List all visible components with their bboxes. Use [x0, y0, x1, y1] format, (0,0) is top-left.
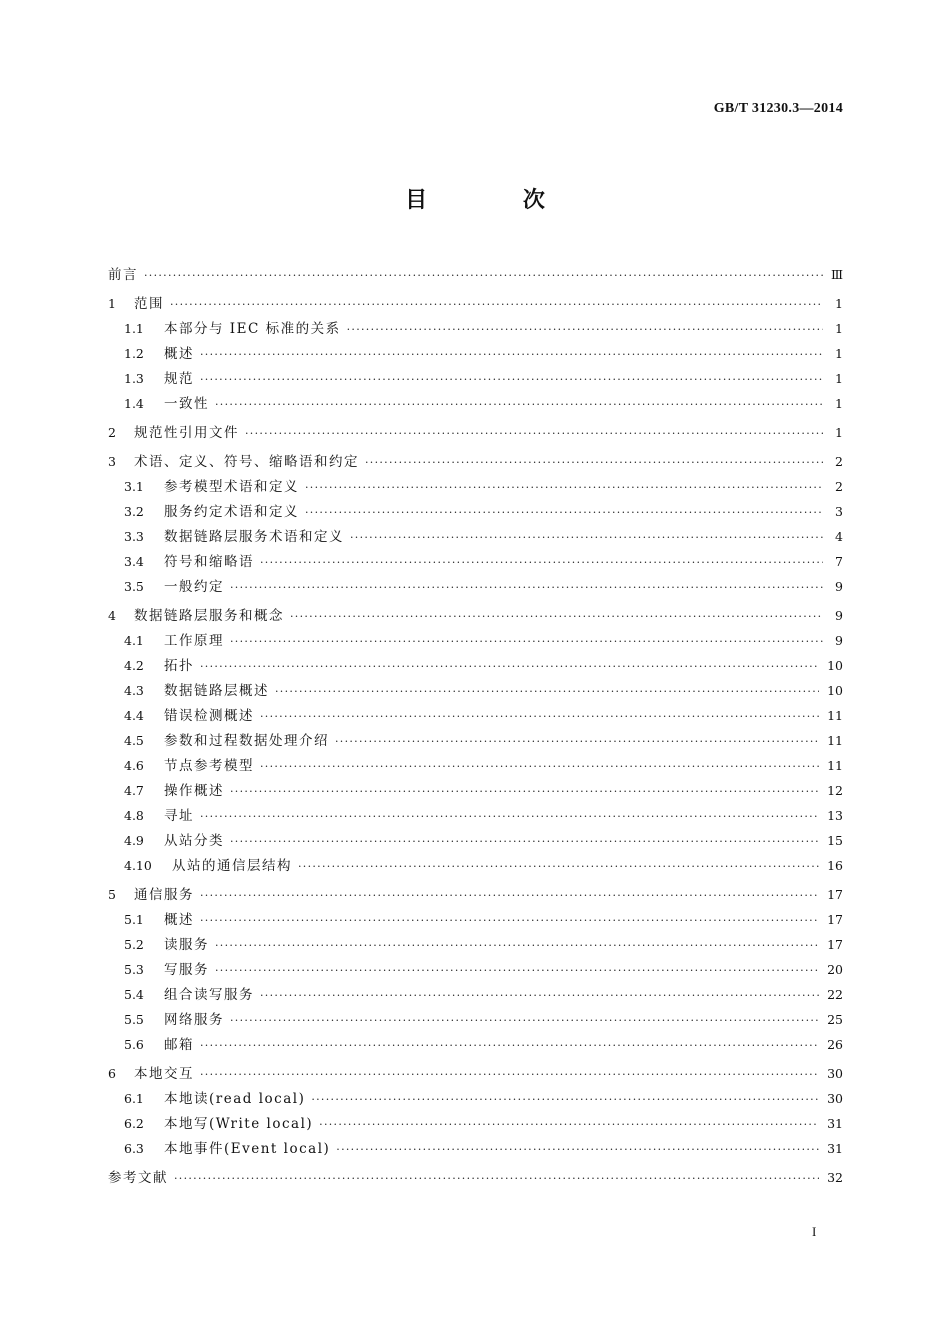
toc-entry-page: 4 [835, 529, 843, 544]
toc-entry-label: 数据链路层服务和概念 [134, 608, 284, 624]
toc-entry[interactable] [108, 982, 843, 1007]
toc-entry-number: 4.2 [124, 658, 144, 673]
toc-entry[interactable] [108, 291, 843, 316]
toc-entry-page: 1 [835, 346, 843, 361]
toc-dot-leader [200, 654, 819, 679]
toc-entry-label: 拓扑 [164, 658, 194, 674]
toc-dot-leader [200, 342, 823, 367]
toc-entry-number: 5.3 [124, 962, 144, 977]
toc-entry[interactable] [108, 262, 843, 287]
toc-entry-page: 30 [827, 1091, 843, 1106]
toc-entry-page: 10 [827, 658, 843, 673]
toc-dot-leader [311, 1087, 819, 1112]
toc-entry-page: 9 [835, 633, 843, 648]
toc-entry-page: 1 [835, 396, 843, 411]
toc-entry-page: 17 [827, 887, 843, 902]
toc-dot-leader [290, 604, 823, 629]
toc-dot-leader [200, 367, 823, 392]
toc-entry-number: 4.9 [124, 833, 144, 848]
toc-dot-leader [365, 450, 823, 475]
toc-entry-number: 4.4 [124, 708, 144, 723]
toc-entry-page: 13 [827, 808, 843, 823]
toc-entry[interactable] [108, 603, 843, 628]
toc-entry-label: 工作原理 [164, 633, 224, 649]
toc-entry[interactable] [108, 366, 843, 391]
toc-dot-leader [215, 933, 819, 958]
toc-dot-leader [230, 1008, 819, 1033]
toc-entry-page: 22 [827, 987, 843, 1002]
toc-entry-page: 12 [827, 783, 843, 798]
toc-entry-label: 一致性 [164, 396, 209, 412]
toc-dot-leader [305, 500, 823, 525]
footer-page-number: I [812, 1224, 817, 1239]
toc-dot-leader [335, 729, 819, 754]
toc-dot-leader [260, 983, 819, 1008]
toc-entry[interactable] [108, 549, 843, 574]
toc-entry-number: 4 [108, 608, 116, 623]
toc-dot-leader [319, 1112, 819, 1137]
toc-entry-number: 1.4 [124, 396, 144, 411]
toc-entry-number: 4.3 [124, 683, 144, 698]
toc-entry-label: 参考文献 [108, 1170, 168, 1186]
toc-entry-label: 组合读写服务 [164, 987, 254, 1003]
toc-entry-number: 3.1 [124, 479, 144, 494]
toc-entry[interactable] [108, 728, 843, 753]
toc-entry[interactable] [108, 1086, 843, 1111]
toc-entry-label: 本地写(Write local) [164, 1116, 314, 1132]
toc-dot-leader [215, 958, 819, 983]
page-title: 目 次 [405, 188, 589, 213]
toc-entry-page: 32 [827, 1170, 843, 1185]
toc-entry[interactable] [108, 1111, 843, 1136]
toc-entry-label: 读服务 [164, 937, 209, 953]
toc-entry-number: 6.3 [124, 1141, 144, 1156]
toc-entry-number: 3.3 [124, 529, 144, 544]
toc-dot-leader [336, 1137, 819, 1162]
toc-dot-leader [260, 704, 819, 729]
toc-entry[interactable] [108, 1007, 843, 1032]
toc-entry[interactable] [108, 678, 843, 703]
toc-entry-page: 1 [835, 371, 843, 386]
toc-entry[interactable] [108, 474, 843, 499]
toc-entry-label: 节点参考模型 [164, 758, 254, 774]
toc-entry[interactable] [108, 1136, 843, 1161]
toc-entry-label: 写服务 [164, 962, 209, 978]
toc-entry[interactable] [108, 524, 843, 549]
toc-entry-label: 数据链路层服务术语和定义 [164, 529, 344, 545]
toc-entry-label: 本地交互 [134, 1066, 194, 1082]
toc-entry-page: 9 [835, 579, 843, 594]
toc-dot-leader [275, 679, 819, 704]
toc-dot-leader [245, 421, 823, 446]
toc-entry[interactable] [108, 449, 843, 474]
toc-entry-page: 30 [827, 1066, 843, 1081]
toc-entry-page: 11 [827, 758, 843, 773]
toc-entry-page: 7 [835, 554, 843, 569]
toc-entry-page: 1 [835, 296, 843, 311]
toc-entry[interactable] [108, 420, 843, 445]
toc-entry-page: 17 [827, 912, 843, 927]
toc-entry[interactable] [108, 853, 843, 878]
toc-entry[interactable] [108, 628, 843, 653]
toc-entry[interactable] [108, 907, 843, 932]
toc-entry-label: 本部分与 IEC 标准的关系 [164, 321, 341, 337]
toc-dot-leader [347, 317, 823, 342]
toc-entry-label: 操作概述 [164, 783, 224, 799]
toc-dot-leader [298, 854, 819, 879]
toc-entry[interactable] [108, 574, 843, 599]
toc-dot-leader [200, 883, 819, 908]
toc-dot-leader [230, 779, 819, 804]
toc-entry-page: 2 [835, 479, 843, 494]
toc-dot-leader [144, 263, 823, 288]
toc-entry[interactable] [108, 753, 843, 778]
toc-entry-page: Ⅲ [830, 267, 843, 282]
toc-entry-label: 邮箱 [164, 1037, 194, 1053]
toc-entry-page: 15 [827, 833, 843, 848]
toc-dot-leader [200, 908, 819, 933]
toc-entry-number: 5.2 [124, 937, 144, 952]
toc-entry-number: 1.2 [124, 346, 144, 361]
toc-entry[interactable] [108, 653, 843, 678]
toc-entry-label: 本地读(read local) [164, 1091, 306, 1107]
toc-entry-page: 1 [835, 425, 843, 440]
toc-entry-label: 概述 [164, 346, 194, 362]
toc-entry-label: 服务约定术语和定义 [164, 504, 299, 520]
toc-entry[interactable] [108, 391, 843, 416]
toc-entry-label: 前言 [108, 267, 138, 283]
toc-entry[interactable] [108, 828, 843, 853]
toc-entry[interactable] [108, 1032, 843, 1057]
toc-entry-label: 术语、定义、符号、缩略语和约定 [134, 454, 359, 470]
toc-entry-number: 2 [108, 425, 116, 440]
toc-entry-number: 4.10 [124, 858, 152, 873]
toc-entry-number: 4.5 [124, 733, 144, 748]
toc-entry[interactable] [108, 1165, 843, 1190]
toc-dot-leader [350, 525, 823, 550]
toc-entry-number: 5.5 [124, 1012, 144, 1027]
toc-entry-number: 3 [108, 454, 116, 469]
toc-entry[interactable] [108, 499, 843, 524]
toc-entry[interactable] [108, 882, 843, 907]
toc-entry-number: 6.1 [124, 1091, 144, 1106]
toc-dot-leader [230, 829, 819, 854]
toc-dot-leader [200, 1033, 819, 1058]
toc-entry-number: 3.2 [124, 504, 144, 519]
toc-entry-number: 1.3 [124, 371, 144, 386]
toc-entry-label: 数据链路层概述 [164, 683, 269, 699]
toc-entry-label: 规范性引用文件 [134, 425, 239, 441]
toc-entry-number: 5.1 [124, 912, 144, 927]
toc-entry-number: 4.7 [124, 783, 144, 798]
standard-code: GB/T 31230.3—2014 [713, 101, 843, 116]
toc-entry-number: 6 [108, 1066, 116, 1081]
toc-entry-page: 25 [827, 1012, 843, 1027]
toc-dot-leader [230, 629, 823, 654]
table-of-contents [108, 262, 843, 1190]
toc-entry-number: 3.5 [124, 579, 144, 594]
toc-dot-leader [260, 754, 819, 779]
toc-entry-label: 范围 [134, 296, 164, 312]
toc-entry-number: 5.6 [124, 1037, 144, 1052]
toc-entry-page: 3 [835, 504, 843, 519]
toc-entry-label: 错误检测概述 [164, 708, 254, 724]
toc-entry-page: 2 [835, 454, 843, 469]
toc-dot-leader [305, 475, 823, 500]
toc-dot-leader [215, 392, 823, 417]
toc-entry-page: 11 [827, 733, 843, 748]
toc-entry-label: 寻址 [164, 808, 194, 824]
toc-entry-number: 4.8 [124, 808, 144, 823]
toc-entry[interactable] [108, 778, 843, 803]
toc-entry-page: 17 [827, 937, 843, 952]
toc-entry-label: 参数和过程数据处理介绍 [164, 733, 329, 749]
toc-entry-label: 一般约定 [164, 579, 224, 595]
toc-entry-page: 11 [827, 708, 843, 723]
toc-entry-page: 31 [827, 1116, 843, 1131]
toc-entry-number: 1 [108, 296, 116, 311]
toc-entry[interactable] [108, 1061, 843, 1086]
toc-entry-page: 16 [827, 858, 843, 873]
toc-dot-leader [200, 1062, 819, 1087]
toc-dot-leader [170, 292, 823, 317]
toc-entry-number: 5 [108, 887, 116, 902]
toc-entry-label: 通信服务 [134, 887, 194, 903]
toc-entry-page: 26 [827, 1037, 843, 1052]
toc-entry-number: 3.4 [124, 554, 144, 569]
toc-entry-page: 20 [827, 962, 843, 977]
toc-entry-number: 5.4 [124, 987, 144, 1002]
toc-dot-leader [174, 1166, 819, 1191]
toc-dot-leader [200, 804, 819, 829]
toc-entry-page: 1 [835, 321, 843, 336]
toc-entry[interactable] [108, 932, 843, 957]
toc-entry-label: 符号和缩略语 [164, 554, 254, 570]
toc-entry-page: 9 [835, 608, 843, 623]
toc-entry-label: 网络服务 [164, 1012, 224, 1028]
toc-dot-leader [260, 550, 823, 575]
toc-entry[interactable] [108, 957, 843, 982]
toc-entry-number: 4.1 [124, 633, 144, 648]
toc-entry-page: 10 [827, 683, 843, 698]
toc-entry-label: 本地事件(Event local) [164, 1141, 331, 1157]
toc-entry[interactable] [108, 316, 843, 341]
toc-entry-number: 4.6 [124, 758, 144, 773]
toc-entry-label: 规范 [164, 371, 194, 387]
toc-entry[interactable] [108, 341, 843, 366]
toc-entry[interactable] [108, 803, 843, 828]
toc-entry-label: 概述 [164, 912, 194, 928]
toc-entry-label: 从站的通信层结构 [172, 858, 292, 874]
toc-entry-label: 从站分类 [164, 833, 224, 849]
toc-entry-label: 参考模型术语和定义 [164, 479, 299, 495]
toc-dot-leader [230, 575, 823, 600]
toc-entry-page: 31 [827, 1141, 843, 1156]
toc-entry[interactable] [108, 703, 843, 728]
toc-entry-number: 1.1 [124, 321, 144, 336]
toc-entry-number: 6.2 [124, 1116, 144, 1131]
